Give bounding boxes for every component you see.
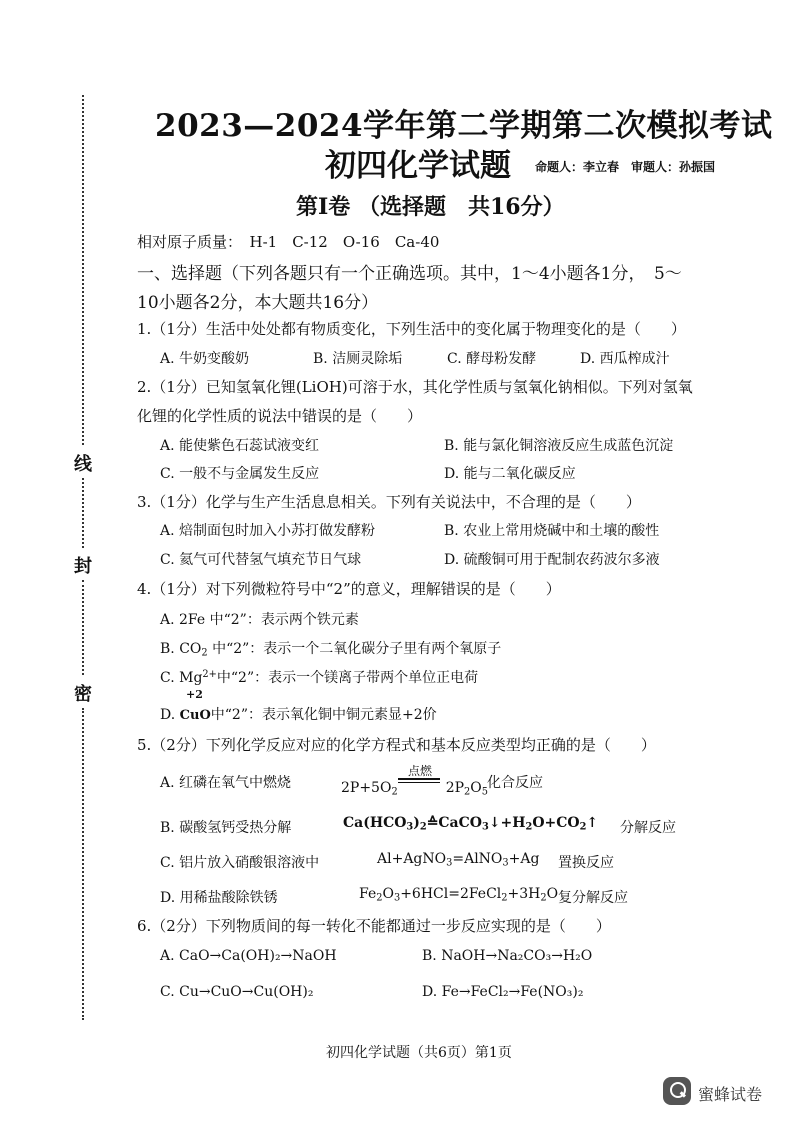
section-instructions-cont: 10小题各2分，本大题共16分） — [137, 293, 379, 313]
binding-dotted-line — [82, 478, 84, 548]
question-5-type-b: 分解反应 — [620, 820, 676, 836]
question-2-option-a: A. 能使紫色石蕊试液变红 — [160, 438, 320, 454]
question-5-stem: 5.（2分）下列化学反应对应的化学方程式和基本反应类型均正确的是（ ） — [137, 736, 656, 754]
equation-a: $2P+5O_2$ $2P_2O_5$ — [341, 780, 488, 798]
question-5-type-a: 化合反应 — [487, 775, 543, 791]
binding-dotted-line — [82, 95, 84, 445]
question-3-option-d: D. 硫酸铜可用于配制农药波尔多液 — [444, 552, 660, 568]
question-5-option-d: D. 用稀盐酸除铁锈 — [160, 890, 278, 906]
question-6-option-a: A. CaO→Ca(OH)₂→NaOH — [160, 948, 337, 964]
question-2-option-c: C. 一般不与金属发生反应 — [160, 466, 320, 482]
valence-mark: +2 — [186, 688, 203, 701]
question-1-stem: 1.（1分）生活中处处都有物质变化，下列生活中的变化属于物理变化的是（ ） — [137, 320, 686, 338]
subject-title: 初四化学试题 — [325, 148, 511, 184]
question-4-option-d: D. CuO中“2”：表示氧化铜中铜元素显+2价 — [160, 707, 437, 723]
equals-line — [398, 778, 440, 780]
question-5-option-c: C. 铝片放入硝酸银溶液中 — [160, 855, 320, 871]
question-1-option-d: D. 西瓜榨成汁 — [580, 351, 670, 367]
question-6-option-b: B. NaOH→Na₂CO₃→H₂O — [422, 948, 593, 964]
binding-char-feng: 封 — [74, 556, 92, 577]
binding-char-xian: 线 — [74, 454, 92, 475]
question-4-stem: 4.（1分）对下列微粒符号中“2”的意义，理解错误的是（ ） — [137, 580, 561, 598]
brand-name: 蜜蜂试卷 — [698, 1085, 763, 1104]
question-4-option-c: C. $Mg^{2+}$中“2”：表示一个镁离子带两个单位正电荷 — [160, 669, 479, 686]
exam-title: 2023—2024学年第二学期第二次模拟考试 — [155, 108, 773, 144]
question-3-stem: 3.（1分）化学与生产生活息息相关。下列有关说法中，不合理的是（ ） — [137, 493, 641, 511]
section-instructions: 一、选择题（下列各题只有一个正确选项。其中，1～4小题各1分， 5～ — [137, 264, 682, 284]
binding-dotted-line — [82, 580, 84, 675]
equation-c: Al+AgNO$_3$=AlNO$_3$+Ag — [377, 851, 540, 869]
question-3-option-c: C. 氦气可代替氢气填充节日气球 — [160, 552, 362, 568]
question-4-option-b: B. $CO_2$ 中“2”：表示一个二氧化碳分子里有两个氧原子 — [160, 641, 502, 659]
equals-line — [398, 782, 440, 783]
question-5-type-d: 复分解反应 — [558, 890, 628, 906]
question-2-stem-cont: 化锂的化学性质的说法中错误的是（ ） — [137, 407, 423, 425]
question-1-option-b: B. 洁厕灵除垢 — [313, 351, 403, 367]
question-2-stem: 2.（1分）已知氢氧化锂(LiOH)可溶于水，其化学性质与氢氧化钠相似。下列对氢氧 — [137, 378, 693, 396]
equation-b: $Ca(HCO_3)_2≙CaCO_3↓+H_2O+CO_2↑$ — [343, 815, 599, 833]
question-5-type-c: 置换反应 — [558, 855, 614, 871]
question-3-option-a: A. 焙制面包时加入小苏打做发酵粉 — [160, 523, 376, 539]
brand-logo-icon — [663, 1077, 691, 1105]
question-6-option-d: D. Fe→FeCl₂→Fe(NO₃)₂ — [422, 984, 584, 1000]
binding-dotted-line — [82, 708, 84, 1020]
question-6-option-c: C. Cu→CuO→Cu(OH)₂ — [160, 984, 314, 1000]
binding-char-mi: 密 — [74, 684, 92, 705]
equation-d: $Fe_2O_3+6HCl=2FeCl_2+3H_2O$ — [359, 886, 559, 904]
question-5-option-b: B. 碳酸氢钙受热分解 — [160, 820, 292, 836]
question-2-option-b: B. 能与氯化铜溶液反应生成蓝色沉淀 — [444, 438, 674, 454]
question-1-option-c: C. 酵母粉发酵 — [447, 351, 537, 367]
reaction-condition: 点燃 — [407, 764, 432, 778]
question-4-option-a: A. 2Fe 中“2”：表示两个铁元素 — [160, 612, 359, 628]
author-line: 命题人：李立春 审题人：孙振国 — [535, 160, 716, 174]
question-3-option-b: B. 农业上常用烧碱中和土壤的酸性 — [444, 523, 660, 539]
part-title: 第Ⅰ卷 （选择题 共16分） — [296, 194, 565, 220]
question-1-option-a: A. 牛奶变酸奶 — [160, 351, 250, 367]
question-5-option-a: A. 红磷在氧气中燃烧 — [160, 775, 292, 791]
atomic-mass: 相对原子质量： H-1 C-12 O-16 Ca-40 — [137, 233, 440, 251]
page-footer: 初四化学试题（共6页）第1页 — [326, 1045, 512, 1061]
question-2-option-d: D. 能与二氧化碳反应 — [444, 466, 576, 482]
question-6-stem: 6.（2分）下列物质间的每一转化不能都通过一步反应实现的是（ ） — [137, 917, 611, 935]
